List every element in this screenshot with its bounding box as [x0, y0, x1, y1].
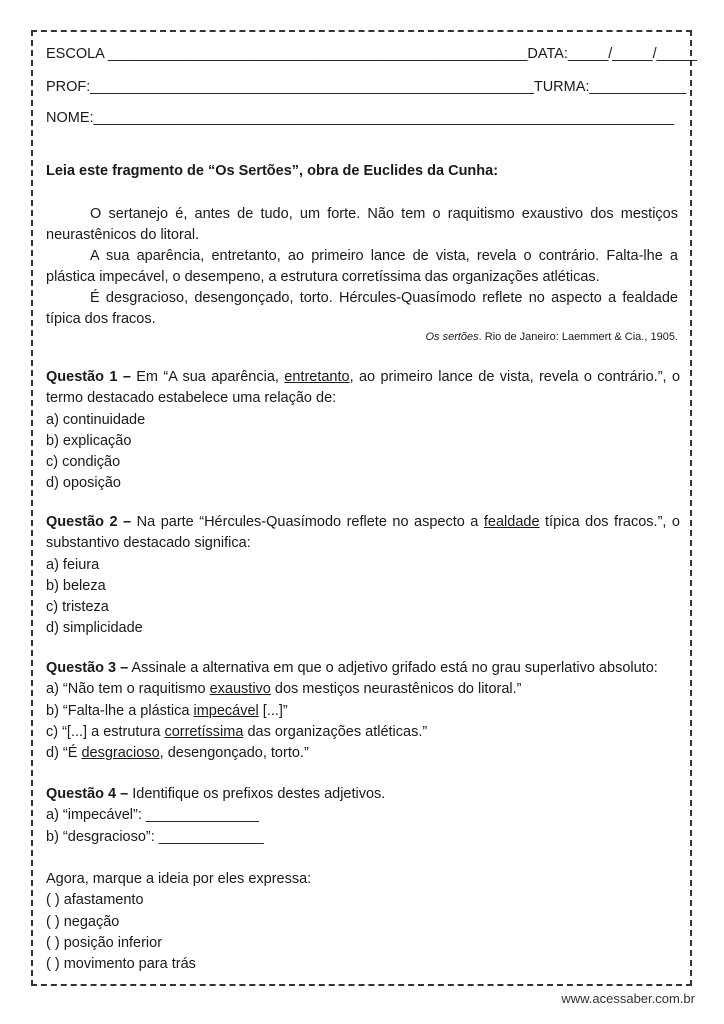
passage-paragraph-2: A sua aparência, entretanto, ao primeiro lance de vista, revela o contrário. Falta-lhe a plástica impecável, o desempeno, a estrutura corretíssima das organizações atléticas.: [46, 248, 678, 285]
question-2-option-a: a) feiura: [46, 556, 100, 573]
reading-instruction: Leia este fragmento de “Os Sertões”, obra de Euclides da Cunha:: [46, 163, 499, 179]
question-4-prompt: Agora, marque a ideia por eles expressa:: [46, 871, 312, 887]
question-4-item-a: a) “impecável”: ______________: [46, 807, 259, 824]
question-4-option-1: ( ) afastamento: [46, 892, 144, 909]
question-4-option-4: ( ) movimento para trás: [46, 956, 196, 973]
question-2-label: Questão 2 –: [46, 514, 132, 530]
source-title: Os sertões: [425, 331, 479, 343]
question-2-highlight: fealdade: [483, 514, 540, 530]
question-2-option-b: b) beleza: [46, 577, 106, 594]
question-1-option-b: b) explicação: [46, 432, 132, 449]
question-3-option-c: c) “[...] a estrutura corretíssima das organizações atléticas.”: [46, 723, 428, 740]
prof-class-line: PROF:_______________________________________________________TURMA:____________: [46, 79, 687, 95]
passage-source: [425, 329, 678, 345]
question-3-option-a: a) “Não tem o raquitismo exaustivo dos mestiços neurastênicos do litoral.”: [46, 681, 522, 698]
question-1: Questão 1 – Em “A sua aparência, entretanto, ao primeiro lance de vista, revela o contrário.”, o termo destacado estabelece uma relação de: a) continuidade b) explicação c) condição d) oposição: [46, 367, 680, 495]
question-1-highlight: entretanto: [284, 369, 350, 385]
school-date-line: ESCOLA ____________________________________________________DATA:_____/_____/_____: [46, 46, 697, 62]
question-2-option-c: c) tristeza: [46, 599, 109, 616]
question-1-option-d: d) oposição: [46, 475, 121, 492]
question-1-option-a: a) continuidade: [46, 411, 146, 428]
question-2: Questão 2 – Na parte “Hércules-Quasímodo reflete no aspecto a fealdade típica dos fracos.”, o substantivo destacado significa: a) feiura b) beleza c) tristeza d) simplicidade: [46, 512, 680, 640]
footer-website: www.acessaber.com.br: [561, 991, 695, 1006]
question-4-option-3: ( ) posição inferior: [46, 934, 163, 951]
question-4-item-b: b) “desgracioso”: _____________: [46, 828, 264, 845]
question-3: Questão 3 – Assinale a alternativa em que o adjetivo grifado está no grau superlativo absoluto: a) “Não tem o raquitismo exaustivo dos mestiços neurastênicos do litoral.” b) “Falta-lhe a plástica impecável [...]” c) “[...] a estrutura corretíssima das organizações atléticas.” d) “É desgracioso, desengonçado, torto.”: [46, 658, 680, 764]
question-3-option-d: d) “É desgracioso, desengonçado, torto.”: [46, 745, 309, 762]
student-name-line: NOME:________________________________________________________________________: [46, 110, 675, 126]
passage-paragraph-1: O sertanejo é, antes de tudo, um forte. Não tem o raquitismo exaustivo dos mestiços neurastênicos do litoral.: [46, 206, 678, 243]
worksheet-border: [31, 30, 697, 986]
question-2-option-d: d) simplicidade: [46, 620, 143, 637]
question-4-label: Questão 4 –: [46, 786, 129, 802]
question-3-label: Questão 3 –: [46, 660, 129, 676]
passage-paragraph-3: É desgracioso, desengonçado, torto. Hércules-Quasímodo reflete no aspecto a fealdade típica dos fracos.: [46, 290, 678, 327]
question-3-option-b: b) “Falta-lhe a plástica impecável [...]”: [46, 702, 288, 719]
question-4: Questão 4 – Identifique os prefixos destes adjetivos. a) “impecável”: ______________ b) “desgracioso”: _____________: [46, 784, 680, 848]
question-1-option-c: c) condição: [46, 454, 121, 471]
source-details: . Rio de Janeiro: Laemmert & Cia., 1905.: [478, 331, 678, 343]
question-4-followup: [46, 869, 680, 975]
question-4-option-2: ( ) negação: [46, 913, 120, 930]
question-1-label: Questão 1 –: [46, 369, 131, 385]
